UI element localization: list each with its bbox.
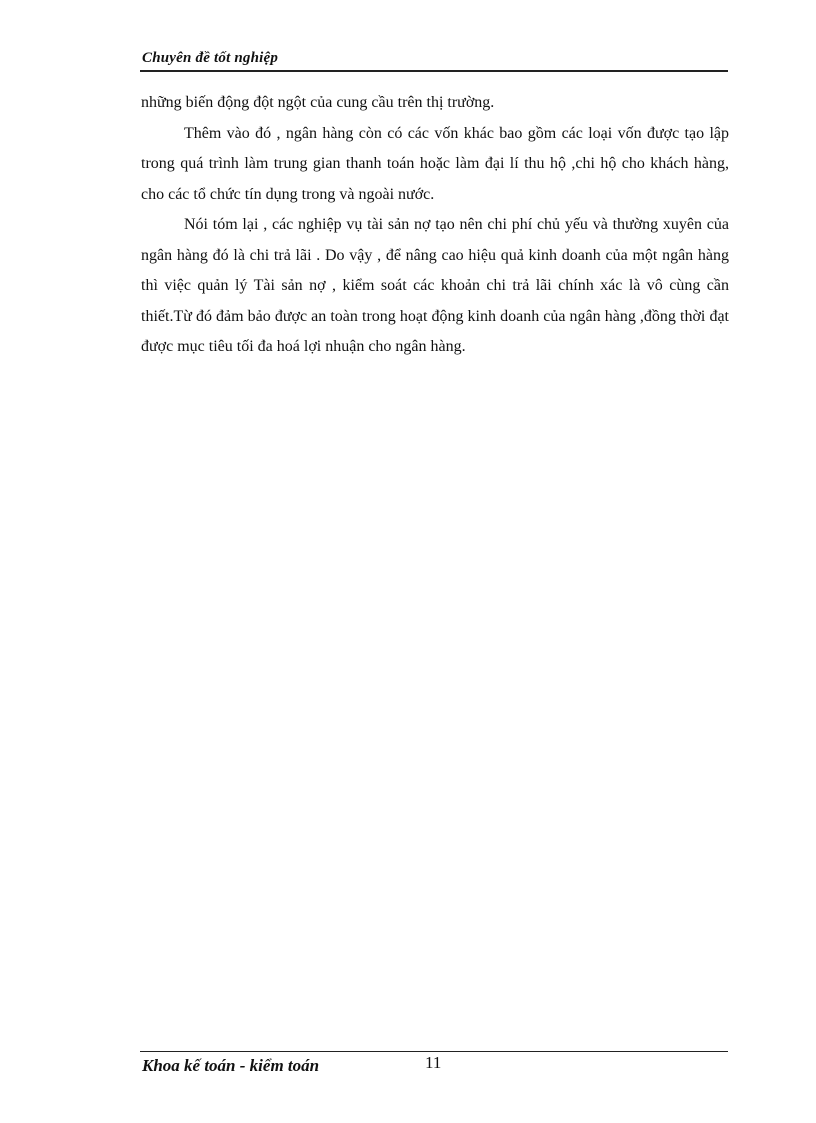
footer-department: Khoa kế toán - kiểm toán xyxy=(142,1056,320,1075)
paragraph-other-capital: Thêm vào đó , ngân hàng còn có các vốn khác bao gồm các loại vốn được tạo lập trong quá trình làm trung gian thanh toán hoặc làm đại lí thu hộ ,chi hộ cho khách hàng, cho các tổ chức tín dụng trong và ngoài nước. xyxy=(141,124,729,203)
header-rule xyxy=(140,70,728,72)
paragraph-summary: Nói tóm lại , các nghiệp vụ tài sản nợ tạo nên chi phí chủ yếu và thường xuyên của ngân hàng đó là chi trả lãi . Do vậy , để nâng cao hiệu quả kinh doanh của một ngân hàng thì việc quản lý Tài sản nợ , kiểm soát các khoản chi trả lãi chính xác là vô cùng cần thiết.Từ đó đảm bảo được an toàn trong hoạt động kinh doanh của ngân hàng ,đồng thời đạt được mục tiêu tối đa hoá lợi nhuận cho ngân hàng. xyxy=(141,216,729,355)
header-title: Chuyên đề tốt nghiệp xyxy=(142,50,279,66)
body-text xyxy=(141,88,729,363)
footer-rule xyxy=(140,1051,728,1052)
page-number: 11 xyxy=(425,1053,442,1072)
paragraph-continuation: những biến động đột ngột của cung cầu trên thị trường. xyxy=(141,94,495,111)
